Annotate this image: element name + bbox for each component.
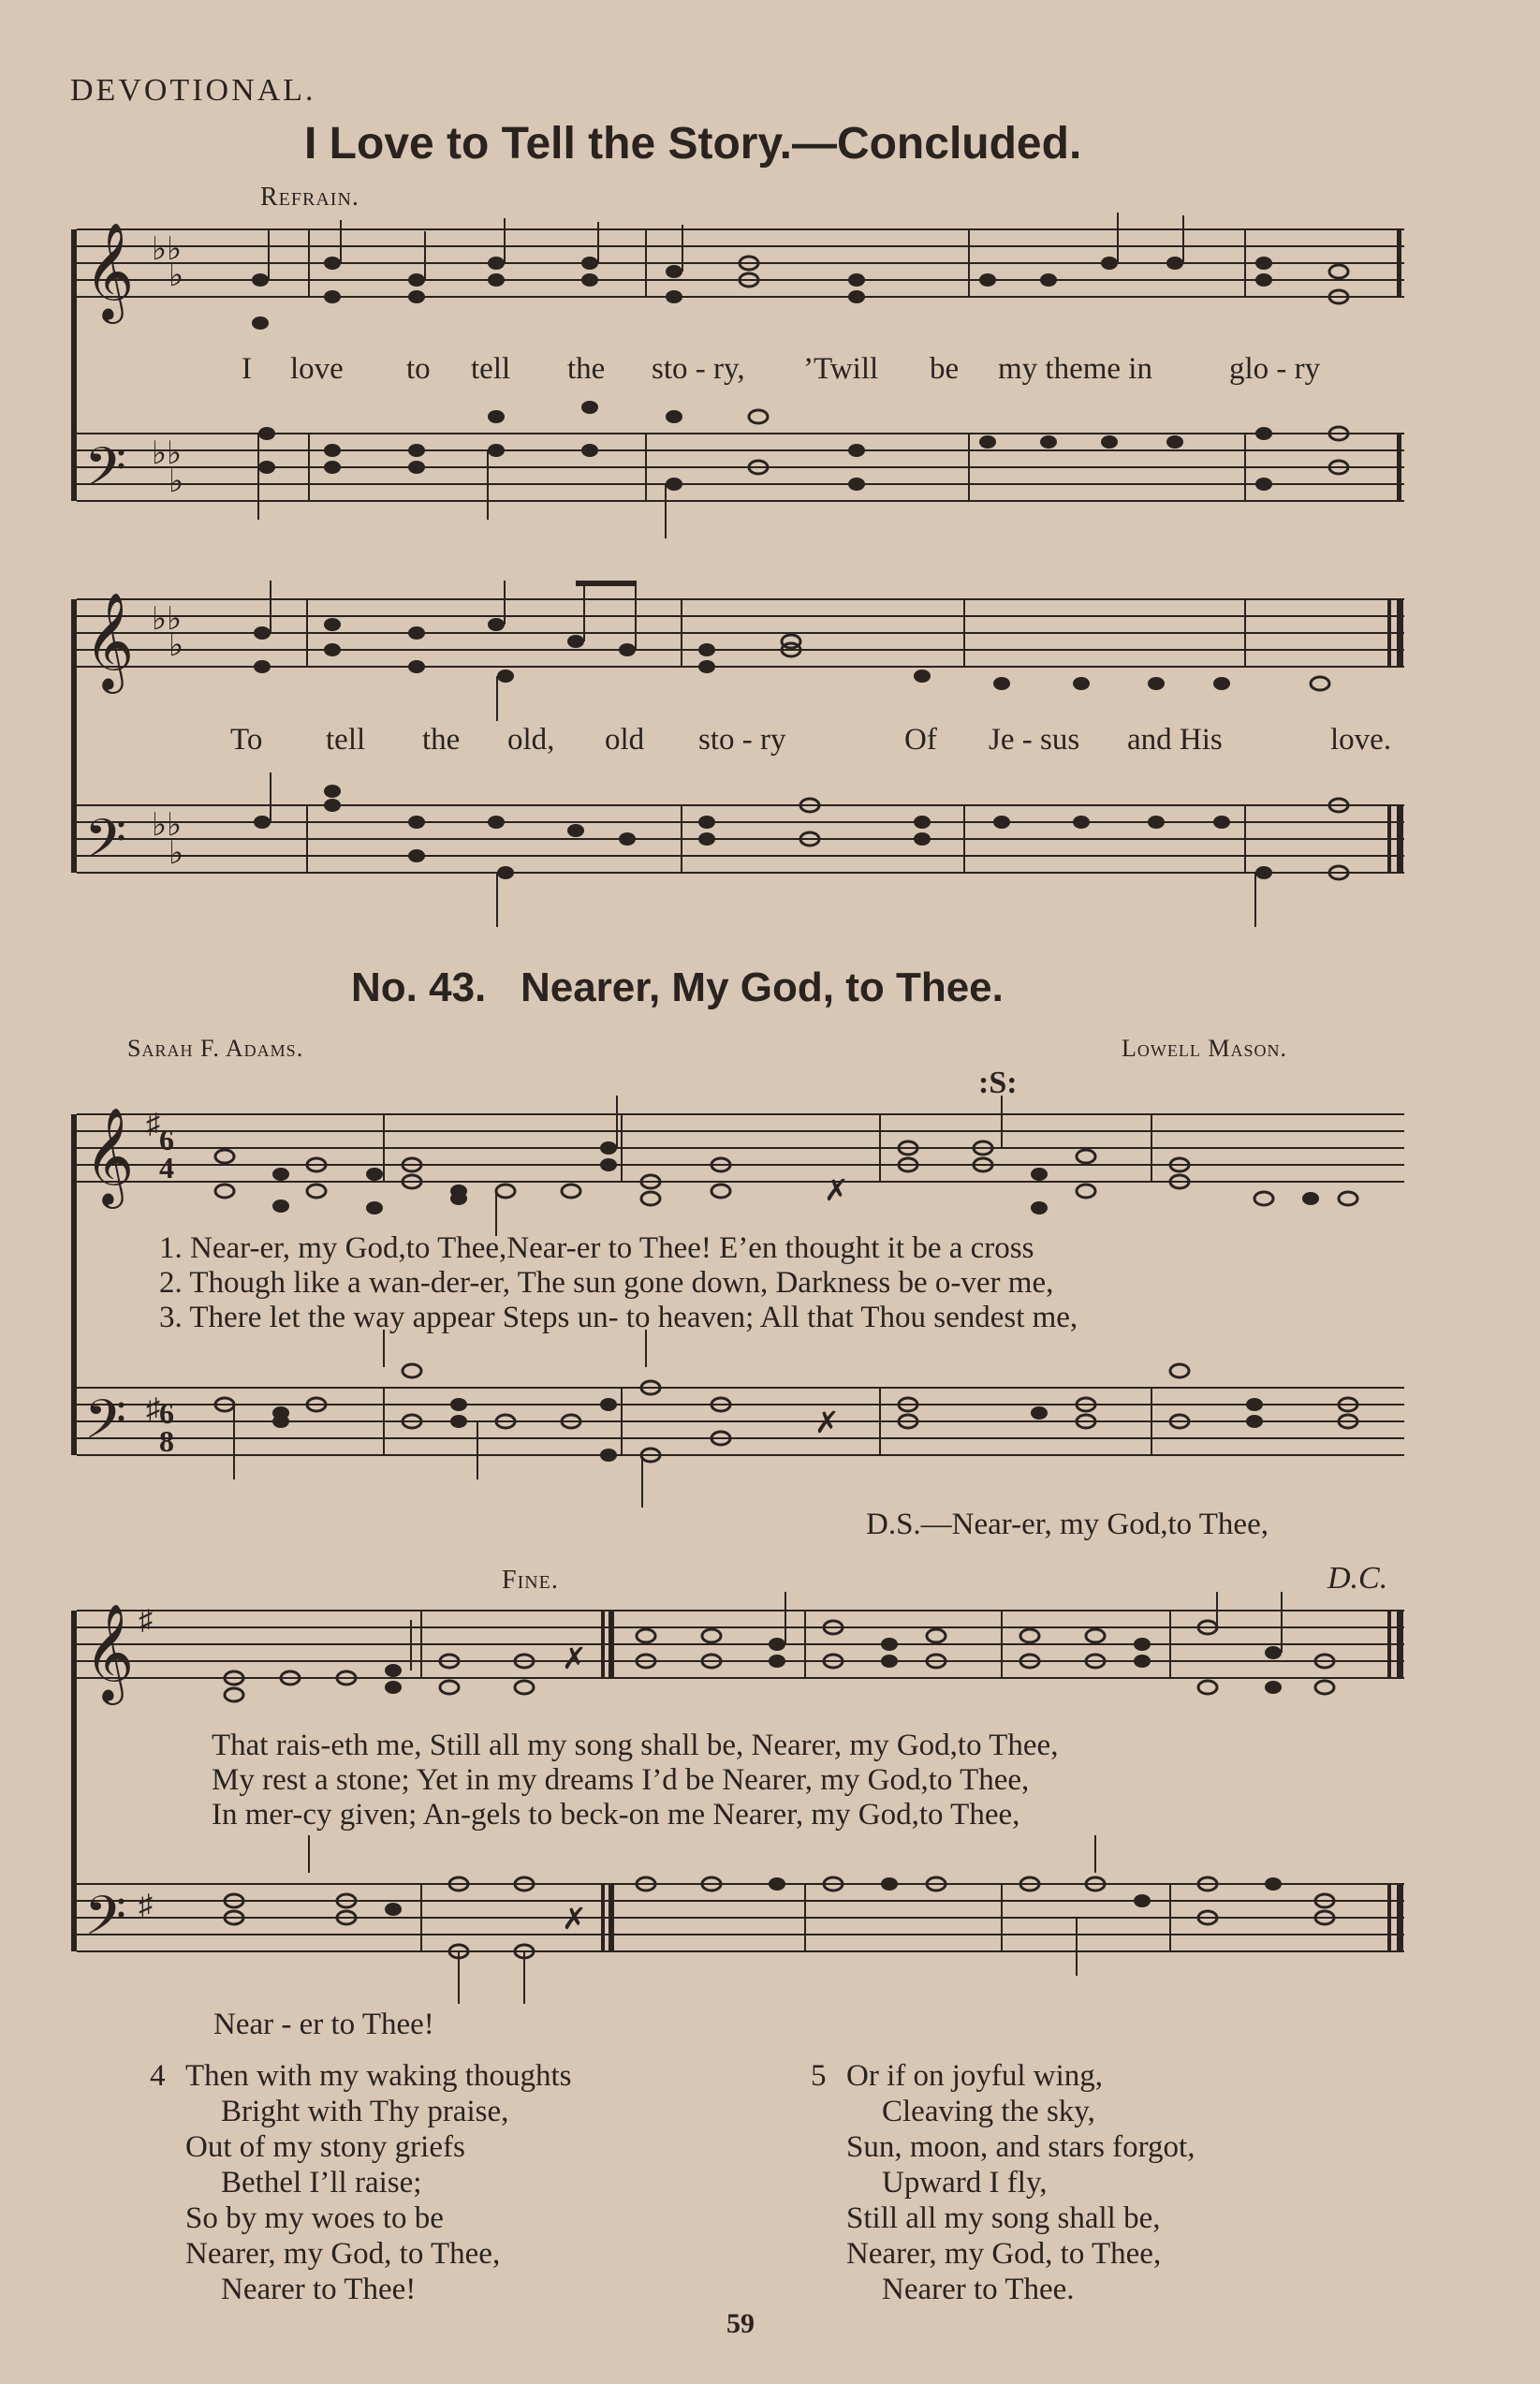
svg-text:✗: ✗ [824,1173,849,1207]
svg-text:𝄞: 𝄞 [84,1607,135,1700]
stanza-line: Upward I fly, [882,2166,1048,2200]
hymn-title: Nearer, My God, to Thee. [520,964,1004,1010]
stanza-line: Nearer, my God, to Thee, [185,2237,501,2271]
stanza-line: Or if on joyful wing, [846,2059,1104,2093]
dc-mark: D.C. [1327,1561,1388,1596]
lyric-syllable: the [567,352,606,386]
lyric-syllable: be [930,352,960,386]
svg-text:𝄞: 𝄞 [84,226,135,318]
stanza-line: Then with my waking thoughts [185,2059,572,2093]
svg-text:6: 6 [159,1396,174,1430]
verse-line-3: In mer-cy given; An-gels to beck-on me Nearer, my God,to Thee, [212,1798,1020,1832]
verse-line-2: 2. Though like a wan-der-er, The sun gone down, Darkness be o-ver me, [159,1266,1054,1300]
ds-instruction: D.S.—Near-er, my God,to Thee, [866,1508,1269,1541]
hymn-title-concluded: I Love to Tell the Story.—Concluded. [304,119,1082,169]
svg-text:8: 8 [159,1424,174,1458]
lyric-syllable: old [605,723,645,757]
stanza-number: 5 [811,2059,827,2093]
page-number: 59 [726,2308,755,2339]
hymn-number: No. 43. [351,964,487,1010]
lyric-syllable: I [242,352,252,386]
svg-text:♭♭: ♭♭ [152,602,183,637]
stanza-5 [811,2058,1195,2307]
stanza-line: Cleaving the sky, [882,2095,1095,2128]
lyric-syllable: ’Twill [803,352,879,386]
hymn-heading [351,964,1004,1011]
lyric-syllable: glo - ry [1229,352,1321,386]
svg-text:𝄞: 𝄞 [84,596,135,688]
stanza-line: Bright with Thy praise, [221,2095,509,2128]
lyric-syllable: the [422,723,461,757]
stanza-line: Out of my stony griefs [185,2130,465,2164]
lyric-syllable: Of [904,723,937,757]
svg-text:♭♭: ♭♭ [152,808,183,843]
lyric-syllable: Je - sus [989,723,1080,757]
svg-text:✗: ✗ [814,1405,840,1439]
svg-text:𝄢: 𝄢 [84,1391,127,1464]
svg-text:♯: ♯ [146,1393,160,1424]
svg-text:♭: ♭ [169,836,184,871]
verse-line-1: 1. Near-er, my God,to Thee,Near-er to Thee! E’en thought it be a cross [159,1231,1034,1265]
stanza-line: Nearer to Thee! [221,2273,417,2306]
stanza-line: Bethel I’ll raise; [221,2166,422,2200]
svg-text:♭♭: ♭♭ [152,436,183,471]
svg-text:♭: ♭ [169,258,184,293]
lyric-syllable: tell [471,352,511,386]
svg-text:✗: ✗ [562,1641,587,1675]
lyric-syllable: and His [1127,723,1223,757]
svg-text:𝄞: 𝄞 [84,1111,135,1203]
stanza-line: Sun, moon, and stars forgot, [846,2130,1195,2164]
svg-text:6: 6 [159,1123,174,1156]
lyric-syllable: sto - ry [698,723,786,757]
hymn43-verses-part2 [212,1729,1058,1832]
verse-line-2: My rest a stone; Yet in my dreams I’d be Nearer, my God,to Thee, [212,1763,1030,1797]
svg-text:4: 4 [159,1151,174,1185]
svg-text:𝄢: 𝄢 [84,439,127,511]
composer-credit: Lowell Mason. [1122,1035,1287,1062]
fine-mark: Fine. [502,1566,559,1595]
svg-text:♯: ♯ [139,1890,153,1920]
stanza-4 [150,2058,571,2307]
stanza-line: So by my woes to be [185,2201,444,2235]
ds-tail-lyric: Near - er to Thee! [213,2008,434,2041]
svg-text:♭: ♭ [169,464,184,499]
stanza-number: 4 [150,2059,166,2093]
lyric-syllable: love [290,352,344,386]
verse-line-3: 3. There let the way appear Steps un- to heaven; All that Thou sendest me, [159,1301,1078,1334]
lyric-syllable: love. [1330,723,1392,757]
svg-text:𝄢: 𝄢 [84,811,127,883]
lyric-syllable: To [230,723,263,757]
svg-text:✗: ✗ [562,1902,587,1935]
stanza-line: Nearer to Thee. [882,2273,1075,2306]
author-credit: Sarah F. Adams. [127,1035,304,1062]
refrain-label: Refrain. [260,183,359,212]
stanza-line: Still all my song shall be, [846,2201,1161,2235]
lyric-syllable: tell [326,723,366,757]
lyric-syllable: old, [507,723,555,757]
lyric-syllable: sto - ry, [652,352,745,386]
svg-text:♭♭: ♭♭ [152,232,183,267]
svg-text:♯: ♯ [146,1109,160,1140]
svg-text:♯: ♯ [139,1605,153,1636]
segno-mark: :S: [978,1066,1018,1100]
svg-text:𝄢: 𝄢 [84,1888,127,1960]
svg-text:♭: ♭ [169,628,184,663]
lyric-syllable: my theme in [998,352,1152,386]
stanza-line: Nearer, my God, to Thee, [846,2237,1162,2271]
section-label: DEVOTIONAL. [70,73,316,108]
hymn43-verses-part1 [159,1231,1078,1335]
lyric-syllable: to [406,352,431,386]
verse-line-1: That rais-eth me, Still all my song shall be, Nearer, my God,to Thee, [212,1729,1059,1762]
